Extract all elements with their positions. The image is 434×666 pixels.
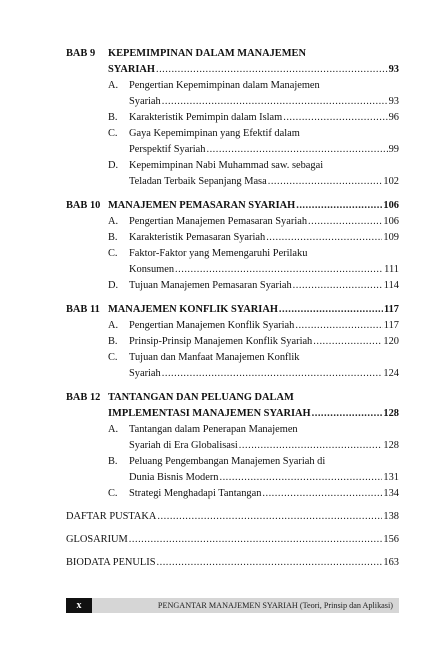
item-letter: D.: [108, 160, 119, 171]
toc-item-continued[interactable]: [66, 470, 399, 486]
page-number: 114: [383, 280, 399, 291]
chapter-label: BAB 11: [66, 304, 100, 315]
toc-entry-glosarium[interactable]: [66, 532, 399, 548]
item-title-line2: Syariah: [129, 368, 161, 379]
toc-item-continued[interactable]: [66, 262, 399, 278]
page-number: 163: [383, 557, 399, 568]
toc-item[interactable]: [66, 78, 399, 94]
page-number: 120: [383, 336, 399, 347]
footer-book-title: PENGANTAR MANAJEMEN SYARIAH (Teori, Prinsip dan Aplikasi): [157, 601, 393, 610]
dot-leader: [295, 318, 382, 334]
chapter-heading[interactable]: [66, 198, 399, 214]
page-number: 93: [388, 96, 399, 107]
toc-item[interactable]: [66, 350, 399, 366]
chapter-title: MANAJEMEN KONFLIK SYARIAH: [108, 304, 278, 315]
toc-item-continued[interactable]: [66, 94, 399, 110]
page-number: 138: [383, 511, 399, 522]
chapter-10: [66, 198, 399, 294]
page-number: 128: [383, 440, 399, 451]
page-number: 96: [388, 112, 399, 123]
item-letter: A.: [108, 424, 119, 435]
chapter-9: [66, 46, 399, 190]
item-title: Gaya Kepemimpinan yang Efektif dalam: [129, 128, 300, 139]
chapter-11: [66, 302, 399, 382]
item-title: Tujuan Manajemen Pemasaran Syariah: [129, 280, 292, 291]
page-number: 109: [383, 232, 399, 243]
item-letter: C.: [108, 488, 118, 499]
dot-leader: [296, 198, 382, 214]
item-title-line2: Dunia Bisnis Modern: [129, 472, 219, 483]
toc-item[interactable]: [66, 278, 399, 294]
item-title-line2: Perspektif Syariah: [129, 144, 206, 155]
page-number: 117: [383, 320, 399, 331]
dot-leader: [279, 302, 383, 318]
item-letter: B.: [108, 112, 118, 123]
item-letter: C.: [108, 352, 118, 363]
item-title-line2: Syariah: [129, 96, 161, 107]
toc-item[interactable]: [66, 246, 399, 262]
dot-leader: [293, 278, 383, 294]
page-number: 131: [383, 472, 399, 483]
toc-item-continued[interactable]: [66, 174, 399, 190]
toc-item[interactable]: [66, 230, 399, 246]
toc-item[interactable]: [66, 334, 399, 350]
item-letter: C.: [108, 248, 118, 259]
item-title: Peluang Pengembangan Manajemen Syariah di: [129, 456, 326, 467]
dot-leader: [312, 406, 383, 422]
dot-leader: [239, 438, 383, 454]
toc-item[interactable]: [66, 158, 399, 174]
item-title: Prinsip-Prinsip Manajemen Konflik Syariah: [129, 336, 313, 347]
page-footer: [66, 598, 399, 613]
item-title-line2: Syariah di Era Globalisasi: [129, 440, 238, 451]
chapter-label: BAB 10: [66, 200, 101, 211]
entry-title: GLOSARIUM: [66, 534, 128, 545]
toc-item[interactable]: [66, 126, 399, 142]
table-of-contents: [66, 46, 399, 571]
item-title: Strategi Menghadapi Tantangan: [129, 488, 262, 499]
toc-item-continued[interactable]: [66, 366, 399, 382]
dot-leader: [219, 470, 382, 486]
dot-leader: [266, 230, 382, 246]
item-title: Tujuan dan Manfaat Manajemen Konflik: [129, 352, 300, 363]
item-title-line2: Teladan Terbaik Sepanjang Masa: [129, 176, 267, 187]
item-title: Pengertian Manajemen Konflik Syariah: [129, 320, 295, 331]
dot-leader: [268, 174, 383, 190]
chapter-heading-continued[interactable]: [66, 406, 399, 422]
entry-title: DAFTAR PUSTAKA: [66, 511, 157, 522]
chapter-title: TANTANGAN DAN PELUANG DALAM: [108, 392, 294, 403]
toc-item-continued[interactable]: [66, 142, 399, 158]
chapter-heading-continued[interactable]: [66, 62, 399, 78]
toc-item-continued[interactable]: [66, 438, 399, 454]
dot-leader: [162, 94, 388, 110]
item-title: Tantangan dalam Penerapan Manajemen: [129, 424, 298, 435]
toc-item[interactable]: [66, 422, 399, 438]
chapter-title: MANAJEMEN PEMASARAN SYARIAH: [108, 200, 296, 211]
toc-item[interactable]: [66, 214, 399, 230]
toc-item[interactable]: [66, 454, 399, 470]
dot-leader: [156, 62, 388, 78]
page-number: 106: [383, 216, 399, 227]
item-letter: B.: [108, 232, 118, 243]
chapter-title-line2: SYARIAH: [108, 64, 155, 75]
item-letter: D.: [108, 280, 119, 291]
dot-leader: [157, 509, 382, 525]
chapter-heading[interactable]: [66, 302, 399, 318]
dot-leader: [308, 214, 382, 230]
chapter-label: BAB 9: [66, 48, 96, 59]
dot-leader: [283, 110, 387, 126]
toc-item[interactable]: [66, 110, 399, 126]
item-letter: B.: [108, 336, 118, 347]
entry-title: BIODATA PENULIS: [66, 557, 156, 568]
toc-entry-daftar-pustaka[interactable]: [66, 509, 399, 525]
item-title: Kepemimpinan Nabi Muhammad saw. sebagai: [129, 160, 324, 171]
page-number: 99: [388, 144, 399, 155]
page-number: 106: [383, 200, 399, 211]
item-letter: A.: [108, 216, 119, 227]
page-number: 93: [388, 64, 399, 75]
chapter-heading[interactable]: [66, 390, 399, 406]
page-number: 124: [383, 368, 399, 379]
toc-entry-biodata-penulis[interactable]: [66, 555, 399, 571]
dot-leader: [262, 486, 382, 502]
chapter-label: BAB 12: [66, 392, 101, 403]
page-number: 111: [384, 264, 399, 275]
page-number: 102: [383, 176, 399, 187]
dot-leader: [175, 262, 383, 278]
chapter-title: KEPEMIMPINAN DALAM MANAJEMEN: [108, 48, 306, 59]
dot-leader: [162, 366, 383, 382]
chapter-title-line2: IMPLEMENTASI MANAJEMEN SYARIAH: [108, 408, 311, 419]
item-title: Karakteristik Pemimpin dalam Islam: [129, 112, 283, 123]
item-letter: C.: [108, 128, 118, 139]
chapter-12: [66, 390, 399, 502]
item-title: Karakteristik Pemasaran Syariah: [129, 232, 266, 243]
item-title-line2: Konsumen: [129, 264, 175, 275]
chapter-heading[interactable]: [66, 46, 399, 62]
dot-leader: [206, 142, 387, 158]
item-letter: A.: [108, 80, 119, 91]
page-number: 117: [383, 304, 399, 315]
dot-leader: [157, 555, 383, 571]
dot-leader: [313, 334, 382, 350]
item-title: Faktor-Faktor yang Memengaruhi Perilaku: [129, 248, 308, 259]
item-letter: A.: [108, 320, 119, 331]
page-number: 134: [383, 488, 399, 499]
page-number: 156: [383, 534, 399, 545]
item-title: Pengertian Manajemen Pemasaran Syariah: [129, 216, 308, 227]
item-letter: B.: [108, 456, 118, 467]
toc-item[interactable]: [66, 318, 399, 334]
toc-item[interactable]: [66, 486, 399, 502]
footer-page-number: x: [66, 598, 92, 613]
dot-leader: [129, 532, 383, 548]
item-title: Pengertian Kepemimpinan dalam Manajemen: [129, 80, 320, 91]
page-number: 128: [383, 408, 399, 419]
